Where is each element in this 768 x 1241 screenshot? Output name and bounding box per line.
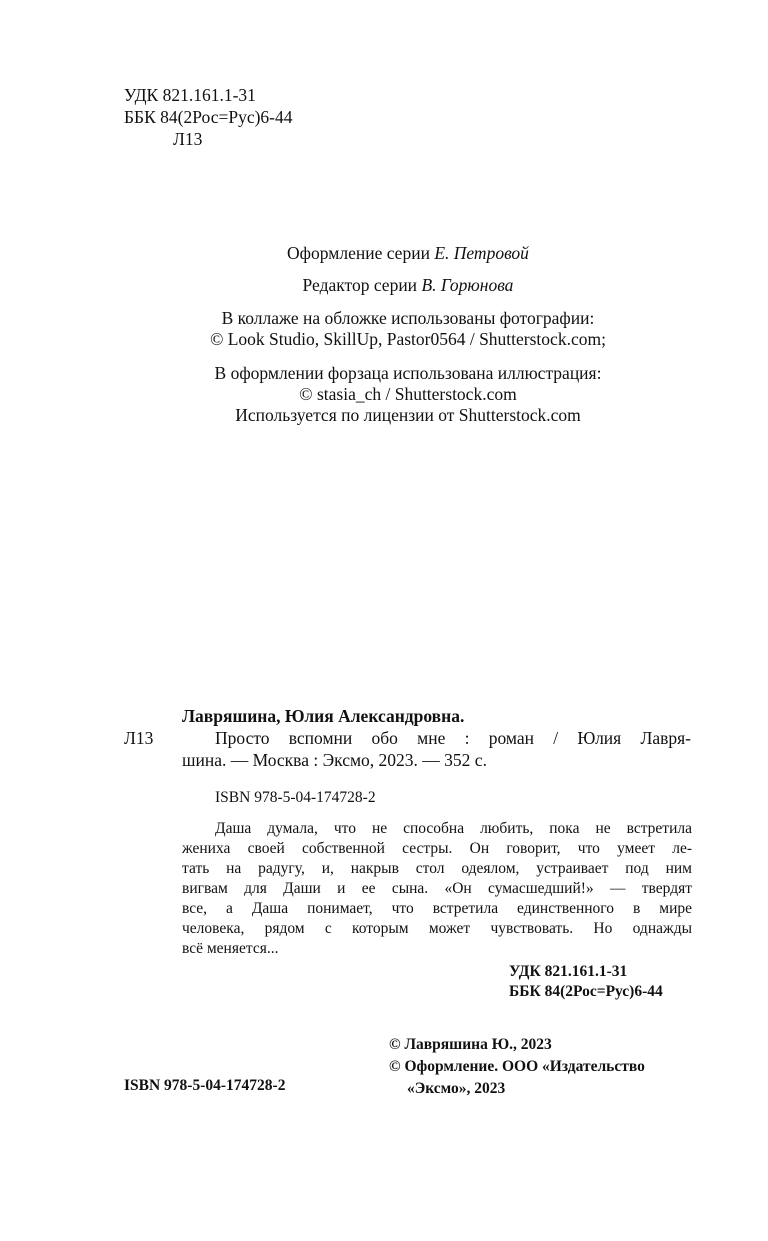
udk-top: УДК 821.161.1-31 bbox=[124, 85, 256, 105]
cover-photos-credit bbox=[0, 308, 768, 350]
catalog-description-line: шина. — Москва : Эксмо, 2023. — 352 с. bbox=[182, 750, 487, 770]
cover-photos-line: © Look Studio, SkillUp, Pastor0564 / Shutterstock.com; bbox=[210, 329, 606, 349]
copyright-design-line: © Оформление. ООО «Издательство bbox=[389, 1058, 645, 1075]
catalog-description-line: Просто вспомни обо мне : роман / Юлия Лавря- bbox=[215, 728, 691, 748]
catalog-author-heading: Лавряшина, Юлия Александровна. bbox=[182, 706, 465, 726]
series-editor-credit bbox=[0, 275, 768, 296]
copyright-author: © Лавряшина Ю., 2023 bbox=[389, 1036, 552, 1053]
catalog-isbn: ISBN 978-5-04-174728-2 bbox=[215, 789, 376, 806]
catalog-bbk: ББК 84(2Рос=Рус)6-44 bbox=[509, 983, 663, 1000]
series-editor-name: В. Горюнова bbox=[421, 275, 514, 295]
annotation-line: тать на радугу, и, накрыв стол одеялом, устраивает под ним bbox=[182, 860, 692, 877]
annotation-line: всё меняется... bbox=[182, 940, 279, 957]
endpaper-line: Используется по лицензии от Shutterstock.com bbox=[235, 405, 581, 425]
footer-isbn: ISBN 978-5-04-174728-2 bbox=[124, 1077, 286, 1094]
annotation-line: жениха своей собственной сестры. Он говорит, что умеет ле- bbox=[182, 840, 692, 857]
endpaper-line: © stasia_ch / Shutterstock.com bbox=[299, 384, 517, 404]
author-mark-top: Л13 bbox=[173, 129, 203, 149]
endpaper-line: В оформлении форзаца использована иллюстрация: bbox=[214, 363, 602, 383]
series-design-credit bbox=[0, 243, 768, 264]
series-design-label: Оформление серии bbox=[287, 243, 430, 263]
series-editor-label: Редактор серии bbox=[302, 275, 418, 295]
annotation-line: Даша думала, что не способна любить, пока не встретила bbox=[215, 820, 692, 837]
bbk-top: ББК 84(2Рос=Рус)6-44 bbox=[124, 107, 293, 127]
annotation-line: человека, рядом с которым может чувствовать. Но однажды bbox=[182, 920, 692, 937]
endpaper-credit bbox=[0, 363, 768, 426]
annotation bbox=[182, 819, 692, 959]
annotation-line: вигвам для Даши и ее сына. «Он сумасшедший!» — твердят bbox=[182, 880, 692, 897]
copyright-design-line: «Эксмо», 2023 bbox=[407, 1080, 506, 1097]
series-design-name: Е. Петровой bbox=[434, 243, 529, 263]
catalog-udk: УДК 821.161.1-31 bbox=[509, 963, 628, 980]
catalog-author-mark: Л13 bbox=[124, 728, 154, 748]
annotation-line: все, а Даша понимает, что встретила единственного в мире bbox=[182, 900, 692, 917]
cover-photos-line: В коллаже на обложке использованы фотографии: bbox=[221, 308, 595, 328]
